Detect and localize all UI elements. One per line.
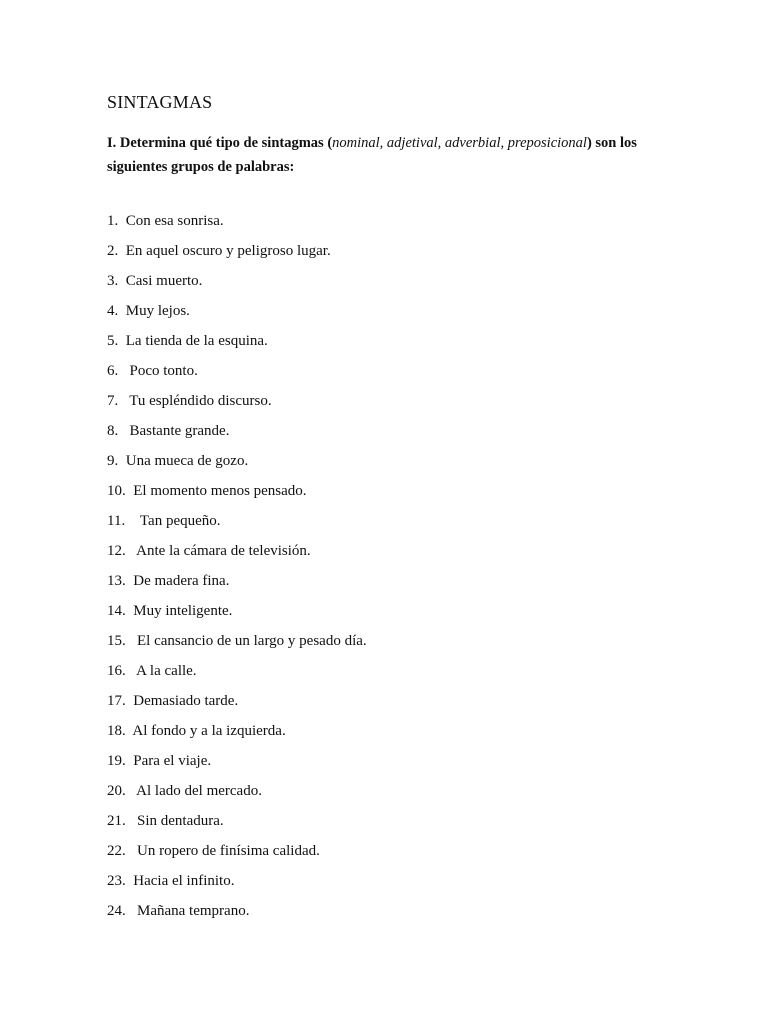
list-item: 24. Mañana temprano. [107, 903, 250, 919]
list-item: 12. Ante la cámara de televisión. [107, 543, 311, 559]
instruction-before: I. Determina qué tipo de sintagmas ( [107, 135, 333, 151]
list-item: 17. Demasiado tarde. [107, 693, 239, 709]
list-item: 2. En aquel oscuro y peligroso lugar. [107, 243, 331, 259]
instruction-text [107, 131, 677, 179]
list-item: 6. Poco tonto. [107, 363, 198, 379]
list-item: 19. Para el viaje. [107, 753, 212, 769]
list-item: 3. Casi muerto. [107, 273, 203, 289]
list-item: 23. Hacia el infinito. [107, 873, 235, 889]
list-item: 8. Bastante grande. [107, 423, 230, 439]
list-item: 14. Muy inteligente. [107, 603, 233, 619]
list-item: 9. Una mueca de gozo. [107, 453, 249, 469]
list-item: 13. De madera fina. [107, 573, 230, 589]
list-item: 18. Al fondo y a la izquierda. [107, 723, 286, 739]
instruction-types: nominal, adjetival, adverbial, preposicional [332, 135, 587, 151]
list-item: 15. El cansancio de un largo y pesado día. [107, 633, 367, 649]
exercise-list [107, 209, 367, 929]
list-item: 7. Tu espléndido discurso. [107, 393, 272, 409]
list-item: 22. Un ropero de finísima calidad. [107, 843, 320, 859]
list-item: 1. Con esa sonrisa. [107, 213, 224, 229]
list-item: 21. Sin dentadura. [107, 813, 224, 829]
list-item: 4. Muy lejos. [107, 303, 190, 319]
list-item: 10. El momento menos pensado. [107, 483, 307, 499]
page-title: SINTAGMAS [107, 92, 213, 112]
list-item: 16. A la calle. [107, 663, 197, 679]
list-item: 20. Al lado del mercado. [107, 783, 262, 799]
list-item: 11. Tan pequeño. [107, 513, 221, 529]
list-item: 5. La tienda de la esquina. [107, 333, 268, 349]
instruction-after: ) son los siguientes grupos de palabras: [107, 135, 637, 175]
